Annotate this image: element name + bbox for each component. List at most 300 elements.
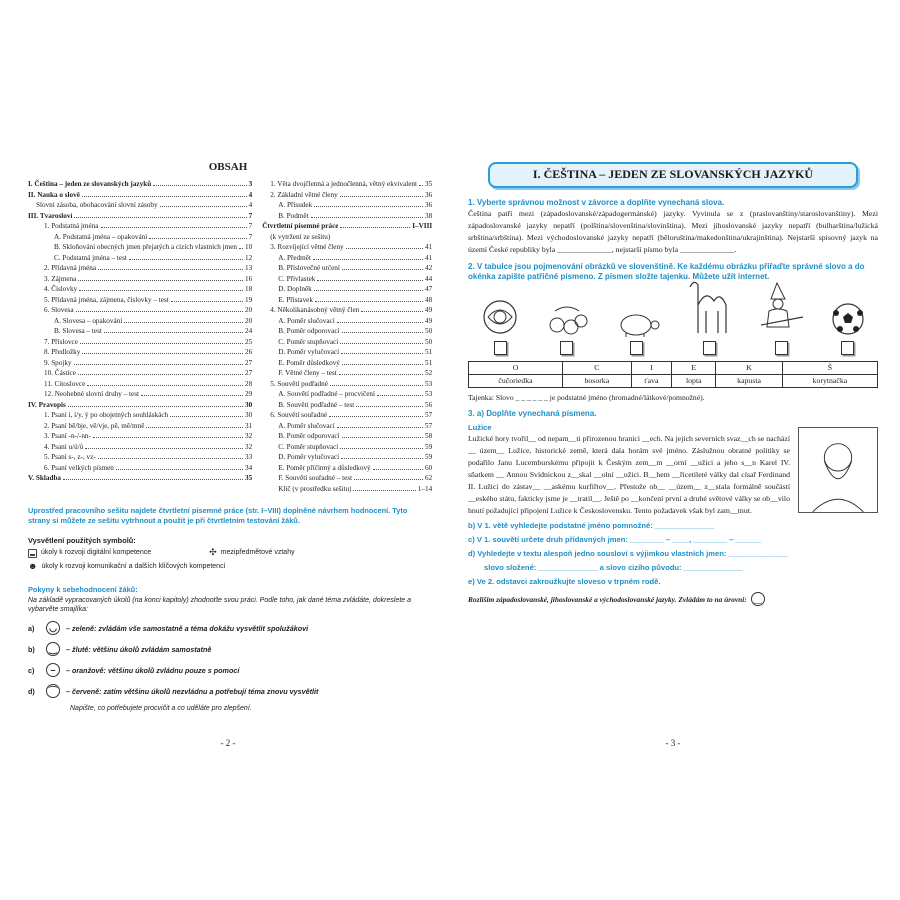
toc-entry-page: 30 [245, 411, 253, 420]
level-letter: b) [28, 644, 35, 654]
toc-leader [78, 280, 243, 281]
toc-entry-page: 25 [245, 337, 253, 346]
toc-leader [353, 490, 415, 491]
toc-entry-page: 28 [245, 379, 253, 388]
toc-entry [28, 410, 252, 421]
toc-entry-title: A. Poměr slučovací [278, 316, 335, 325]
toc-entry-title: F. Větné členy – test [278, 369, 337, 378]
toc-entry-page: 4 [248, 201, 253, 210]
toc-leader [340, 196, 423, 197]
toc-leader [160, 206, 247, 207]
level-letter: d) [28, 686, 35, 696]
toc-entry-page: 36 [424, 201, 433, 210]
toc-leader [124, 322, 243, 323]
toc-entry [262, 442, 432, 453]
toc-leader [85, 448, 243, 449]
smiley-empty-icon[interactable]: ‿ [751, 592, 765, 606]
toc-entry-page: 51 [424, 348, 433, 357]
letter-cell: Š [782, 361, 877, 374]
picture-item [684, 275, 734, 355]
toc-entry-title: 6. Souvětí souřadné [270, 411, 328, 420]
toc-leader [129, 259, 243, 260]
toc-entry-page: 13 [245, 264, 253, 273]
toc-leader [337, 427, 423, 428]
toc-entry [262, 221, 432, 232]
toc-entry-page: 18 [245, 285, 253, 294]
toc-entry-page: 27 [245, 358, 253, 367]
toc-entry-title: (k vytržení ze sešitu) [270, 232, 331, 241]
camel-icon [684, 275, 734, 337]
toc-entry [262, 421, 432, 432]
toc-entry-title: II. Nauka o slově [28, 190, 80, 199]
left-page [28, 160, 433, 750]
toc-entry [262, 337, 432, 348]
toc-entry-page: 59 [424, 442, 433, 451]
toc-entry-page: 51 [424, 358, 433, 367]
word-cell: korytnačka [782, 374, 877, 387]
toc-entry [262, 295, 432, 306]
toc-leader [80, 343, 243, 344]
toc-entry [28, 200, 252, 211]
toc-entry [262, 452, 432, 463]
toc-entry [262, 484, 432, 495]
toc-entry [262, 242, 432, 253]
picture-item [759, 281, 805, 355]
toc-entry [28, 473, 252, 484]
portrait-drawing-icon [798, 427, 878, 513]
toc-entry-page: 50 [424, 327, 433, 336]
answer-box[interactable] [630, 341, 643, 355]
toc-entry-title: 4. Psaní u/ú/ů [44, 442, 84, 451]
picture-item [480, 297, 520, 355]
toc-entry-title: D. Doplněk [278, 285, 312, 294]
toc-entry-page: 16 [245, 274, 253, 283]
toc-entry [28, 463, 252, 474]
toc-entry [262, 326, 432, 337]
final-self-check-text: Rozlišim západoslovanské, jihoslovanské a východoslovanské jazyky. Zvládám to na úrovni: [468, 594, 747, 604]
letter-cell: K [716, 361, 782, 374]
toc-entry [28, 452, 252, 463]
word-cell: čučoriedka [469, 374, 563, 387]
witch-icon [759, 281, 805, 337]
toc-entry-page: 52 [424, 369, 433, 378]
toc-entry [28, 284, 252, 295]
toc-entry-title: 1. Podstatná jména [44, 222, 99, 231]
toc-entry [262, 305, 432, 316]
self-assessment-title: Pokyny k sebehodnocení žáků: [28, 584, 138, 594]
task-heading: 1. Vyberte správnou možnost v závorce a doplňte vynechaná slova. [468, 197, 725, 207]
toc-entry [262, 179, 432, 190]
toc-entry-title: 2. Psaní bě/bje, vě/vje, pě, mě/mně [44, 421, 145, 430]
toc-entry [28, 316, 252, 327]
toc-entry-page: 29 [245, 390, 253, 399]
toc-entry-page: 47 [424, 285, 433, 294]
toc-leader [419, 185, 423, 186]
toc-entry-page: 58 [424, 432, 433, 441]
letters-row [469, 361, 878, 374]
task-text: Čeština patří mezi (západoslovanské/západogermánské) jazyky. Vyvinula se z (praslovanštiny/staroslovanštiny). Mezi západoslovanské jazyky nepatří (polština/slovenština/slovinština). Mezi jihoslovanské jazyky nepatří (bulharština/lužická srbština/srbština). Mezi východoslovanské jazyky nepatří (běloruština/makedonština/ukrajinština). Nejstarší spisovný jazyk na území České republiky byla ______________, nejstarší písmo byla ______________. [468, 208, 878, 254]
answer-box[interactable] [560, 341, 573, 355]
toc-entry [262, 211, 432, 222]
letter-cell: E [672, 361, 716, 374]
toc-entry-title: C. Podstatná jména – test [54, 253, 127, 262]
toc-entry [262, 431, 432, 442]
toc-leader [314, 206, 423, 207]
word-cell: bosorka [563, 374, 632, 387]
toc-entry-title: C. Přívlastek [278, 274, 316, 283]
toc-leader [342, 269, 423, 270]
toc-leader [346, 248, 423, 249]
toc-entry-title: 12. Neohebné slovní druhy – test [44, 390, 140, 399]
toc-entry [262, 400, 432, 411]
level-letter: a) [28, 623, 35, 633]
task-text: Lužické hory tvořil__ od nepam__ti přirozenou hranici __ech. Na jejich severních svaz__ch se nachází __ územ__ Lužice, historické země, která dala horám své jméno. Záslužnou obratné politiky se podařilo Janu Lucemburskému připojit k Českým zem__m __orní __užici a jeho s__n Karel IV. sňatkem __ Annou Svídnickou z__skal __olní __užici. B__hem __řicetileté války dal císař Ferdinand II. Lužici do zástav__ __askému kurfiřtov__. Přestože ob__ __územ__ z__stala formálně součástí __eského státu, fakticky jsme je __tratil__. Ještě po __končení první a druhé světové války se ob__vilo hnutí požadující připojení Lužice k Československu. Tento požadavek však byl zam__tnut. [468, 434, 790, 516]
toc-entry-page: 41 [424, 253, 433, 262]
toc-entry-title: V. Skladba [28, 474, 62, 483]
toc-entry [28, 337, 252, 348]
toc-leader [342, 332, 423, 333]
toc-entry-title: 10. Částice [44, 369, 76, 378]
toc-entry-page: 60 [424, 463, 433, 472]
toc-leader [74, 364, 243, 365]
toc-entry-page: 7 [248, 222, 253, 231]
toc-entry [262, 232, 432, 243]
toc-entry-title: 9. Spojky [44, 358, 72, 367]
symbol-comm-label: úkoly k rozvoji komunikační a dalších klíčových kompetencí [41, 563, 226, 571]
toc-entry-page: 1–14 [417, 484, 433, 493]
toc-entry-page: 27 [245, 369, 253, 378]
letter-cell: I [631, 361, 671, 374]
toc-entry-page: 42 [424, 264, 433, 273]
toc-leader [153, 185, 246, 186]
toc-entry-title: Klíč (v prostředku sešitu) [278, 484, 352, 493]
toc-leader [98, 458, 243, 459]
toc-leader [116, 469, 243, 470]
toc-entry-page: 26 [245, 348, 253, 357]
toc-entry [28, 379, 252, 390]
picture-item [614, 307, 660, 355]
toc-entry-page: 48 [424, 295, 433, 304]
toc-entry-title: A. Předmět [278, 253, 311, 262]
toc-entry-title: B. Skloňování obecných jmen přejatých a cizích vlastních jmen [54, 243, 238, 252]
toc-entry-title: B. Souvětí podřadné – test [278, 400, 355, 409]
picture-item [830, 301, 866, 355]
toc-entry [28, 242, 252, 253]
toc-entry-title: 3. Zájmena [44, 274, 77, 283]
toc-entry-title: B. Poměr odporovací [278, 327, 340, 336]
secret-word-line: Tajenka: Slovo _ _ _ _ _ _ je podstatné jméno (hromadné/látkové/pomnožné). [468, 393, 705, 403]
toc-leader [373, 469, 423, 470]
toc-entry-page: 41 [424, 243, 433, 252]
symbol-digital-label: úkoly k rozvoji digitální kompetence [41, 549, 152, 557]
toc-entry-page: 4 [248, 190, 253, 199]
toc-entry-title: A. Slovesa – opakování [54, 316, 123, 325]
toc-entry-title: Čtvrtletní písemné práce [262, 222, 339, 231]
toc-entry-title: 6. Slovesa [44, 306, 74, 315]
toc-entry [28, 305, 252, 316]
toc-entry-title: E. Poměr příčinný a důsledkový [278, 463, 371, 472]
words-row [469, 374, 878, 387]
toc-entry-page: 35 [245, 474, 253, 483]
toc-title: OBSAH [208, 161, 248, 173]
toc-leader [141, 395, 243, 396]
task-3e: e) Ve 2. odstavci zakroužkujte sloveso v trpném rodě. [468, 576, 661, 586]
answer-box[interactable] [775, 341, 788, 355]
toc-leader [341, 458, 423, 459]
toc-entry [262, 389, 432, 400]
toc-leader [170, 416, 243, 417]
toc-entry-title: D. Poměr vylučovací [278, 348, 340, 357]
toc-entry-page: 32 [245, 432, 253, 441]
toc-entry-page: 53 [424, 390, 433, 399]
toc-leader [315, 301, 423, 302]
toc-entry [28, 421, 252, 432]
self-level-a [28, 621, 428, 635]
toc-entry-title: A. Poměr slučovací [278, 421, 335, 430]
toc-leader [354, 479, 423, 480]
toc-leader [329, 416, 423, 417]
toc-entry [28, 232, 252, 243]
toc-entry-page: 62 [424, 474, 433, 483]
toc-entry [28, 431, 252, 442]
toc-entry [262, 316, 432, 327]
toc-entry [262, 473, 432, 484]
toc-entry-title: A. Souvětí podřadné – procvičení [278, 390, 376, 399]
chapter-title: I. ČEŠTINA – JEDEN ZE SLOVANSKÝCH JAZYKŮ [488, 162, 858, 188]
toc-leader [68, 406, 243, 407]
toc-entry-title: B. Slovesa – test [54, 327, 102, 336]
answer-box[interactable] [494, 341, 507, 355]
toc-leader [337, 322, 423, 323]
toc-leader [377, 395, 423, 396]
toc-entry [28, 253, 252, 264]
toc-leader [74, 217, 246, 218]
toc-leader [93, 437, 243, 438]
toc-leader [82, 353, 243, 354]
smiley-neutral-icon: – [46, 663, 60, 677]
task-3d: d) Vyhledejte v textu alespoň jedno sousloví s výjimkou vlastních jmen: ______________ [468, 548, 788, 558]
symbol-cross-label: mezipředmětové vztahy [220, 549, 295, 557]
toc-entry-title: E. Poměr důsledkový [278, 358, 340, 367]
task-1 [468, 198, 878, 256]
toc-entry-page: 59 [424, 453, 433, 462]
toc-entry-page: 3 [248, 180, 253, 189]
toc-entry-title: 3. Psaní -n-/-nn- [44, 432, 91, 441]
toc-leader [63, 479, 243, 480]
closing-note: Napište, co potřebujete procvičit a co uděláte pro zlepšení. [70, 705, 252, 713]
toc-entry [262, 379, 432, 390]
toc-entry-title: E. Přístavek [278, 295, 313, 304]
answer-box[interactable] [703, 341, 716, 355]
toc-entry [28, 368, 252, 379]
toc-entry [28, 263, 252, 274]
toc-entry-page: 56 [424, 400, 433, 409]
page-number: - 3 - [665, 738, 681, 749]
self-level-c [28, 663, 428, 677]
toc-entry [28, 389, 252, 400]
toc-leader [78, 374, 243, 375]
toc-entry [28, 358, 252, 369]
answer-box[interactable] [841, 341, 854, 355]
toc-entry [262, 274, 432, 285]
toc-entry [262, 347, 432, 358]
toc-entry [28, 400, 252, 411]
task-3c: c) V 1. souvětí určete druh přídavných jmen: ________ – ____, ________ – ______ [468, 534, 761, 544]
toc-entry-page: 10 [245, 243, 253, 252]
toc-entry-page: 33 [245, 453, 253, 462]
self-assessment-intro: Na základě vypracovaných úkolů (na konci kapitoly) zhodnoťte svou práci. Podle toho, jak dané téma zvládáte, dokreslete a vybarvěte smajlíka: [28, 597, 412, 614]
laptop-icon [28, 549, 37, 558]
toc-entry [262, 190, 432, 201]
toc-entry-page: 20 [245, 316, 253, 325]
toc-entry-page: 34 [245, 463, 253, 472]
toc-leader [356, 406, 423, 407]
toc-leader [314, 290, 423, 291]
toc-entry-page: 32 [245, 442, 253, 451]
picture-item [545, 303, 589, 355]
toc-entry [28, 326, 252, 337]
self-level-d [28, 684, 428, 698]
task-heading: 2. V tabulce jsou pojmenování obrázků ve slovenštině. Ke každému obrázku přiřaďte správné slovo a do okénka zapište patřičné písmeno. Z písmen složte tajenku. Můžete užít internet. [468, 261, 865, 282]
toc-entry-title: F. Souvětí souřadné – test [278, 474, 353, 483]
toc-entry [28, 295, 252, 306]
symbol-legend-row [28, 561, 428, 573]
toc-column-1 [28, 179, 252, 494]
letters-table [468, 361, 878, 388]
toc-leader [146, 427, 243, 428]
toc-entry-page: 38 [424, 211, 433, 220]
toc-leader [339, 374, 423, 375]
toc-entry-title: 2. Základní větné členy [270, 190, 338, 199]
toc [28, 179, 433, 494]
blueberries-icon [545, 303, 589, 337]
word-cell: kapusta [716, 374, 782, 387]
toc-entry-page: 36 [424, 190, 433, 199]
toc-leader [340, 343, 423, 344]
toc-leader [342, 437, 423, 438]
toc-leader [104, 332, 243, 333]
task-2 [468, 262, 878, 403]
ball-icon [830, 301, 866, 337]
task-3 [468, 409, 878, 587]
toc-entry-title: I. Čeština – jeden ze slovanských jazyků [28, 180, 152, 189]
toc-leader [171, 301, 243, 302]
toc-entry-page: 57 [424, 411, 433, 420]
smiley-smile-icon: ‿ [46, 642, 60, 656]
toc-entry-title: 7. Příslovce [44, 337, 78, 346]
word-cell: lopta [672, 374, 716, 387]
toc-entry-title: 6. Psaní velkých písmen [44, 463, 114, 472]
toc-leader [340, 227, 410, 228]
toc-entry-title: A. Podstatná jména – opakování [54, 232, 148, 241]
toc-leader [311, 217, 423, 218]
task-heading: 3. a) Doplňte vynechaná písmena. [468, 408, 597, 418]
toc-entry-page: 50 [424, 337, 433, 346]
toc-entry [262, 200, 432, 211]
toc-entry-title: A. Přísudek [278, 201, 313, 210]
toc-entry [28, 274, 252, 285]
final-self-check [468, 592, 878, 606]
toc-leader [341, 353, 423, 354]
toc-entry-page: 30 [245, 400, 253, 409]
toc-entry-title: D. Poměr vylučovací [278, 453, 340, 462]
toc-entry-title: B. Podmět [278, 211, 309, 220]
letter-cell: O [469, 361, 563, 374]
level-letter: c) [28, 665, 35, 675]
page-number: - 2 - [220, 738, 236, 749]
toc-entry-title: C. Poměr stupňovací [278, 442, 339, 451]
toc-leader [239, 248, 243, 249]
toc-entry-title: B. Poměr odporovací [278, 432, 340, 441]
cabbage-icon [480, 297, 520, 337]
toc-entry [262, 410, 432, 421]
toc-entry-page: 57 [424, 421, 433, 430]
toc-leader [79, 290, 243, 291]
toc-leader [313, 259, 423, 260]
toc-entry-title: III. Tvarosloví [28, 211, 73, 220]
toc-entry-page: 49 [424, 316, 433, 325]
toc-entry-title: 1. Psaní i, í/y, ý po obojetných souhláskách [44, 411, 169, 420]
toc-leader [101, 227, 247, 228]
toc-entry-page: 12 [245, 253, 253, 262]
toc-leader [340, 448, 423, 449]
toc-entry [28, 190, 252, 201]
word-cell: ťava [631, 374, 671, 387]
toc-column-2 [262, 179, 432, 494]
toc-entry-title: 5. Psaní s-, z-, vz- [44, 453, 96, 462]
self-level-text: – červeně: zatím většinu úkolů nezvládnu a potřebují téma znovu vysvětlit [66, 686, 319, 696]
self-level-text: – zeleně: zvládám vše samostatně a téma dokážu vysvětlit spolužákovi [66, 623, 309, 633]
toc-entry-page: 49 [424, 306, 433, 315]
toc-entry-page: 44 [424, 274, 433, 283]
right-page [468, 160, 878, 750]
toc-entry-title: 3. Rozvíjející větné členy [270, 243, 344, 252]
toc-entry [262, 263, 432, 274]
toc-entry [28, 442, 252, 453]
toc-entry-title: 8. Předložky [44, 348, 81, 357]
smiley-sad-icon: ⌒ [46, 684, 60, 698]
picture-row [468, 293, 878, 355]
symbol-legend-row [28, 547, 428, 559]
toc-leader [87, 385, 243, 386]
toc-entry-title: C. Poměr stupňovací [278, 337, 339, 346]
self-level-text: – oranžově: většinu úkolů zvládnu pouze s pomocí [66, 665, 240, 675]
toc-entry [262, 358, 432, 369]
toc-leader [82, 196, 247, 197]
toc-entry-page: 53 [424, 379, 433, 388]
people-icon: ☻ [28, 560, 38, 571]
toc-entry-page: 31 [245, 421, 253, 430]
toc-entry-title: 5. Přídavná jména, zájmena, číslovky – test [44, 295, 169, 304]
symbols-title: Vysvětlení použitých symbolů: [28, 535, 136, 545]
toc-entry-page: 7 [248, 211, 253, 220]
toc-entry [262, 368, 432, 379]
toc-entry-title: IV. Pravopis [28, 400, 66, 409]
toc-entry-title: 4. Číslovky [44, 285, 78, 294]
toc-entry [28, 211, 252, 222]
toc-entry-page: I–VIII [412, 222, 433, 231]
toc-entry-page: 20 [245, 306, 253, 315]
toc-entry [262, 284, 432, 295]
self-level-b [28, 642, 428, 656]
toc-leader [76, 311, 243, 312]
toc-leader [342, 364, 423, 365]
toc-entry-title: 4. Několikanásobný větný člen [270, 306, 360, 315]
self-level-text: – žlutě: většinu úkolů zvládám samostatně [66, 644, 212, 654]
toc-entry [28, 347, 252, 358]
toc-entry [262, 253, 432, 264]
toc-entry-page: 35 [424, 180, 433, 189]
